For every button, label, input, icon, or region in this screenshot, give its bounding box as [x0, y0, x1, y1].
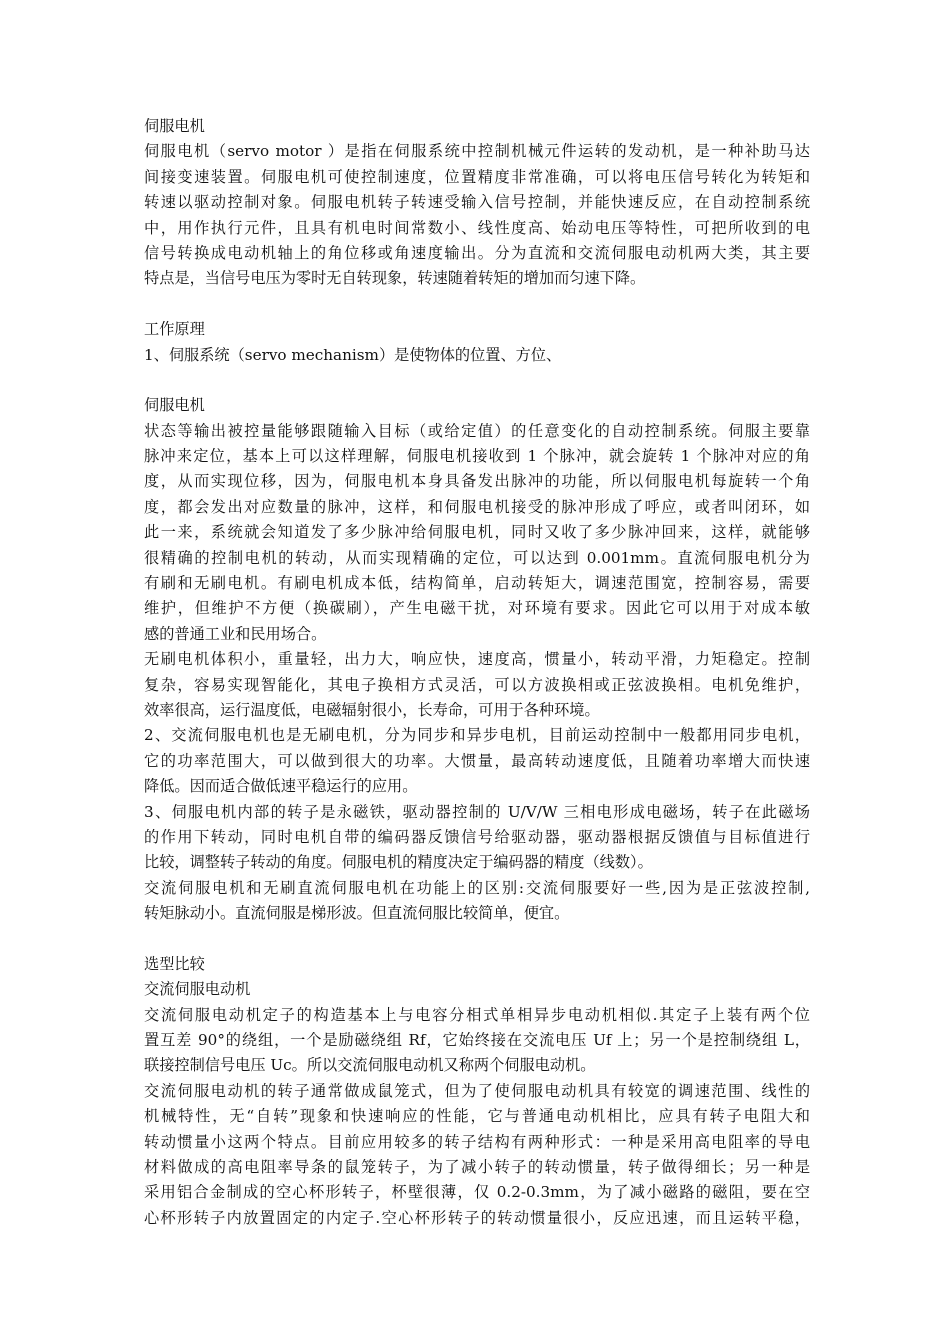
text-line: 间接变速装置。伺服电机可使控制速度，位置精度非常准确，可以将电压信号转化为转矩和: [144, 167, 810, 186]
text-line: 状态等输出被控量能够跟随输入目标（或给定值）的任意变化的自动控制系统。伺服主要靠: [144, 421, 810, 440]
text-line: 度，都会发出对应数量的脉冲，这样，和伺服电机接受的脉冲形成了呼应，或者叫闭环，如: [144, 497, 810, 516]
text-line: 特点是，当信号电压为零时无自转现象，转速随着转矩的增加而匀速下降。: [144, 269, 646, 288]
text-line: 交流伺服电动机的转子通常做成鼠笼式，但为了使伺服电动机具有较宽的调速范围、线性的: [144, 1081, 810, 1100]
text-line: 无刷电机体积小，重量轻，出力大，响应快，速度高，惯量小，转动平滑，力矩稳定。控制: [144, 650, 810, 669]
text-line: 信号转换成电动机轴上的角位移或角速度输出。分为直流和交流伺服电动机两大类，其主要: [144, 243, 810, 262]
text-line: 比较，调整转子转动的角度。伺服电机的精度决定于编码器的精度（线数）。: [144, 853, 653, 872]
text-line: 很精确的控制电机的转动，从而实现精确的定位，可以达到 0.001mm。直流伺服电机分为: [144, 548, 810, 567]
blank-line: [144, 292, 810, 317]
text-line: 复杂，容易实现智能化，其电子换相方式灵活，可以方波换相或正弦波换相。电机免维护，: [144, 675, 810, 694]
text-line: 交流伺服电动机: [144, 980, 251, 999]
text-line: 转矩脉动小。直流伺服是梯形波。但直流伺服比较简单，便宜。: [144, 904, 570, 923]
text-line: 度，从而实现位移，因为，伺服电机本身具备发出脉冲的功能，所以伺服电机每旋转一个角: [144, 472, 810, 491]
text-line: 3、伺服电机内部的转子是永磁铁，驱动器控制的 U/V/W 三相电形成电磁场，转子在此磁场: [144, 802, 810, 821]
text-line: 它的功率范围大，可以做到很大的功率。大惯量，最高转动速度低，且随着功率增大而快速: [144, 751, 810, 770]
text-line: 有刷和无刷电机。有刷电机成本低，结构简单，启动转矩大，调速范围宽，控制容易，需要: [144, 574, 810, 593]
text-line: 效率很高，运行温度低，电磁辐射很小，长寿命，可用于各种环境。: [144, 700, 600, 719]
text-line: 心杯形转子内放置固定的内定子.空心杯形转子的转动惯量很小，反应迅速，而且运转平稳，: [144, 1208, 810, 1227]
text-line: 转速以驱动控制对象。伺服电机转子转速受输入信号控制，并能快速反应，在自动控制系统: [144, 193, 810, 212]
text-line: 降低。因而适合做低速平稳运行的应用。: [144, 777, 418, 796]
blank-line: [144, 927, 810, 952]
text-line: 伺服电机: [144, 396, 205, 415]
text-line: 采用铝合金制成的空心杯形转子，杯壁很薄，仅 0.2-0.3mm，为了减小磁路的磁阻，要在空: [144, 1183, 810, 1202]
document-page: [144, 114, 810, 1231]
blank-line: [144, 368, 810, 393]
text-line: 材料做成的高电阻率导条的鼠笼转子，为了减小转子的转动惯量，转子做得细长；另一种是: [144, 1158, 810, 1177]
text-line: 交流伺服电机和无刷直流伺服电机在功能上的区别:交流伺服要好一些,因为是正弦波控制,: [144, 878, 810, 897]
text-line: 维护，但维护不方便（换碳刷），产生电磁干扰，对环境有要求。因此它可以用于对成本敏: [144, 599, 810, 618]
text-line: 2、交流伺服电机也是无刷电机，分为同步和异步电机，目前运动控制中一般都用同步电机，: [144, 726, 810, 745]
text-line: 的作用下转动，同时电机自带的编码器反馈信号给驱动器，驱动器根据反馈值与目标值进行: [144, 827, 810, 846]
text-line: 1、伺服系统（servo mechanism）是使物体的位置、方位、: [144, 345, 562, 364]
text-line: 联接控制信号电压 Uc。所以交流伺服电动机又称两个伺服电动机。: [144, 1056, 596, 1075]
text-line: 脉冲来定位，基本上可以这样理解，伺服电机接收到 1 个脉冲，就会旋转 1 个脉冲对应的角: [144, 447, 810, 466]
text-line: 机械特性，无“自转”现象和快速响应的性能，它与普通电动机相比，应具有转子电阻大和: [144, 1107, 810, 1126]
text-line: 选型比较: [144, 954, 205, 973]
text-line: 工作原理: [144, 320, 205, 339]
text-line: 伺服电机（servo motor ）是指在伺服系统中控制机械元件运转的发动机，是一种补助马达: [144, 142, 810, 161]
text-line: 交流伺服电动机定子的构造基本上与电容分相式单相异步电动机相似.其定子上装有两个位: [144, 1005, 810, 1024]
text-line: 中，用作执行元件，且具有机电时间常数小、线性度高、始动电压等特性，可把所收到的电: [144, 218, 810, 237]
text-line: 转动惯量小这两个特点。目前应用较多的转子结构有两种形式：一种是采用高电阻率的导电: [144, 1132, 810, 1151]
text-line: 此一来，系统就会知道发了多少脉冲给伺服电机，同时又收了多少脉冲回来，这样，就能够: [144, 523, 810, 542]
text-line: 置互差 90°的绕组，一个是励磁绕组 Rf，它始终接在交流电压 Uf 上；另一个是控制绕组 L，: [144, 1031, 810, 1050]
text-line: 伺服电机: [144, 117, 205, 135]
text-line: 感的普通工业和民用场合。: [144, 624, 327, 643]
